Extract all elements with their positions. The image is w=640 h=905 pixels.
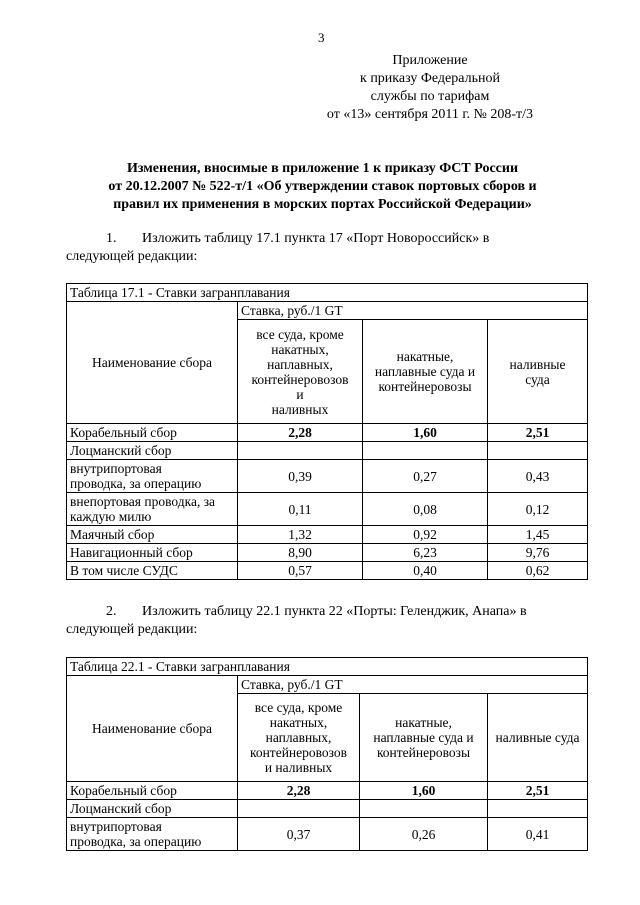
fee-name-cell — [67, 460, 238, 493]
rate-value-cell-1: 2,28 — [238, 782, 360, 800]
header-line: накатных, — [271, 341, 329, 357]
rate-value-cell-1: 2,28 — [238, 424, 363, 442]
column-header-tankers — [488, 320, 588, 424]
header-line: накатные, — [395, 715, 452, 730]
rate-value-cell-2 — [363, 442, 488, 460]
header-line: наливных — [271, 401, 329, 417]
annex-line: службы по тарифам — [370, 89, 490, 104]
fee-name-cell — [67, 526, 238, 544]
header-line: наливные суда — [495, 730, 580, 745]
fee-name-line: проводка, за операцию — [70, 476, 202, 491]
fee-name-line: каждую милю — [70, 509, 152, 524]
table-body — [67, 782, 588, 851]
header-line: контейнеровозы — [376, 745, 471, 760]
table-row — [67, 544, 588, 562]
header-line: наливные — [509, 356, 566, 372]
fee-name-line: внутрипортовая — [70, 819, 162, 834]
table-row — [67, 800, 588, 818]
table-caption: Таблица 22.1 - Ставки загранплавания — [67, 658, 588, 676]
header-line: контейнеровозов — [251, 371, 349, 387]
column-header-roro-container — [360, 694, 488, 782]
heading-line: Изменения, вносимые в приложение 1 к приказу ФСТ России — [126, 161, 519, 176]
rate-value-cell-3: 0,12 — [488, 493, 588, 526]
fee-name-cell — [67, 424, 238, 442]
rate-value-cell-2: 0,26 — [360, 818, 488, 851]
annex-reference — [280, 52, 580, 124]
fee-name-cell — [67, 493, 238, 526]
instruction-text: Изложить таблицу 22.1 пункта 22 «Порты: Геленджик, Анапа» в — [142, 604, 527, 619]
table-row — [67, 782, 588, 800]
rates-table-17-1 — [66, 283, 588, 580]
header-line: все суда, кроме — [256, 326, 344, 342]
rate-value-cell-1: 0,11 — [238, 493, 363, 526]
column-header-roro-container — [363, 320, 488, 424]
table-row — [67, 442, 588, 460]
header-line: наплавных, — [267, 356, 333, 372]
column-header-tankers — [488, 694, 588, 782]
instruction-first-line — [66, 603, 586, 621]
instruction-first-line — [66, 230, 586, 248]
table-row — [67, 526, 588, 544]
fee-name-cell — [67, 782, 238, 800]
fee-name-line: внепортовая проводка, за — [70, 494, 216, 509]
rate-value-cell-1: 1,32 — [238, 526, 363, 544]
fee-name-line: проводка, за операцию — [70, 834, 202, 849]
header-line: и — [296, 386, 304, 402]
rate-header: Ставка, руб./1 GT — [238, 676, 588, 694]
rate-value-cell-1: 0,37 — [238, 818, 360, 851]
table-row — [67, 562, 588, 580]
rate-value-cell-3 — [488, 442, 588, 460]
header-line: наплавные суда и — [374, 364, 476, 379]
instruction-number: 1. — [106, 231, 117, 246]
page-number: 3 — [318, 30, 325, 45]
rate-value-cell-3: 9,76 — [488, 544, 588, 562]
heading-line: от 20.12.2007 № 522-т/1 «Об утверждении ставок портовых сборов и — [108, 179, 537, 194]
table-row — [67, 818, 588, 851]
annex-line: к приказу Федеральной — [360, 71, 500, 86]
fee-name-line: Навигационный сбор — [70, 545, 193, 560]
rate-value-cell-3: 0,62 — [488, 562, 588, 580]
rate-value-cell-2: 1,60 — [363, 424, 488, 442]
annex-line: от «13» сентября 2011 г. № 208-т/3 — [326, 107, 534, 122]
header-line: накатных, — [269, 715, 328, 730]
fee-name-cell — [67, 800, 238, 818]
rate-value-cell-2: 0,92 — [363, 526, 488, 544]
column-header-all-vessels — [238, 694, 360, 782]
rate-value-cell-2: 0,27 — [363, 460, 488, 493]
column-header-all-vessels — [238, 320, 363, 424]
rate-value-cell-2: 0,08 — [363, 493, 488, 526]
rate-value-cell-1: 0,57 — [238, 562, 363, 580]
header-line: наплавные суда и — [373, 730, 474, 745]
fee-name-header: Наименование сбора — [67, 676, 238, 782]
header-line: суда — [525, 371, 550, 387]
instruction-second-line: следующей редакции: — [66, 249, 198, 264]
rate-value-cell-2 — [360, 800, 488, 818]
rate-value-cell-2: 6,23 — [363, 544, 488, 562]
rate-value-cell-2: 0,40 — [363, 562, 488, 580]
fee-name-line: Корабельный сбор — [70, 783, 177, 798]
heading-line: правил их применения в морских портах Российской Федерации» — [113, 197, 532, 212]
document-heading — [60, 160, 585, 214]
instruction-text: Изложить таблицу 17.1 пункта 17 «Порт Новороссийск» в — [142, 231, 490, 246]
table-row — [67, 493, 588, 526]
rate-value-cell-1 — [238, 800, 360, 818]
fee-name-cell — [67, 442, 238, 460]
fee-name-line: внутрипортовая — [70, 461, 162, 476]
fee-name-cell — [67, 544, 238, 562]
rate-value-cell-1: 8,90 — [238, 544, 363, 562]
table-body — [67, 424, 588, 580]
instruction-1 — [66, 230, 586, 266]
table-caption: Таблица 17.1 - Ставки загранплавания — [67, 284, 588, 302]
rate-value-cell-1: 0,39 — [238, 460, 363, 493]
fee-name-cell — [67, 562, 238, 580]
instruction-2 — [66, 603, 586, 639]
header-line: наплавных, — [265, 730, 332, 745]
fee-name-line: В том числе СУДС — [70, 563, 178, 578]
header-line: и наливных — [264, 760, 333, 775]
fee-name-line: Лоцманский сбор — [70, 801, 172, 816]
rates-table-22-1 — [66, 657, 588, 851]
rate-value-cell-3: 0,43 — [488, 460, 588, 493]
instruction-second-line: следующей редакции: — [66, 622, 198, 637]
fee-name-cell — [67, 818, 238, 851]
annex-line: Приложение — [392, 53, 468, 68]
header-line: накатные, — [396, 349, 454, 364]
rate-value-cell-2: 1,60 — [360, 782, 488, 800]
rate-value-cell-1 — [238, 442, 363, 460]
table-row — [67, 424, 588, 442]
rate-value-cell-3: 2,51 — [488, 782, 588, 800]
instruction-number: 2. — [106, 604, 117, 619]
rate-value-cell-3 — [488, 800, 588, 818]
rate-value-cell-3: 1,45 — [488, 526, 588, 544]
fee-name-line: Корабельный сбор — [70, 425, 177, 440]
fee-name-header: Наименование сбора — [67, 302, 238, 424]
rate-value-cell-3: 0,41 — [488, 818, 588, 851]
rate-header: Ставка, руб./1 GT — [238, 302, 588, 320]
header-line: все суда, кроме — [254, 700, 343, 715]
header-line: контейнеровозов — [249, 745, 348, 760]
fee-name-line: Маячный сбор — [70, 527, 155, 542]
fee-name-line: Лоцманский сбор — [70, 443, 172, 458]
table-row — [67, 460, 588, 493]
header-line: контейнеровозы — [378, 379, 472, 394]
rate-value-cell-3: 2,51 — [488, 424, 588, 442]
